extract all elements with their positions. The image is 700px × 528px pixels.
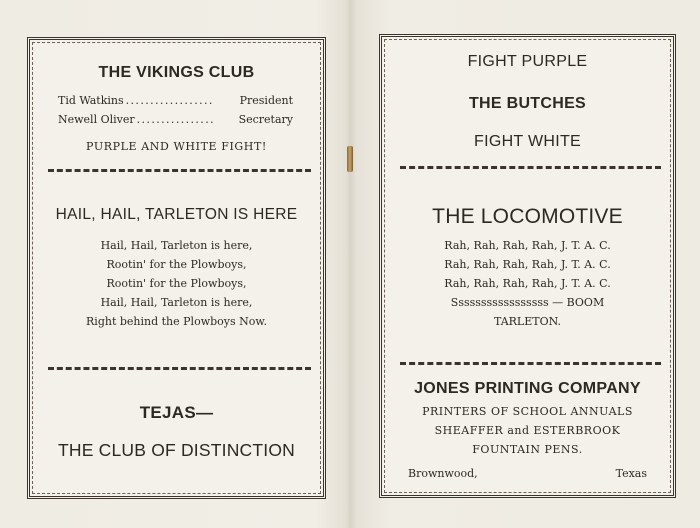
song-title: HAIL, HAIL, TARLETON IS HERE <box>55 206 298 223</box>
officer-role: President <box>239 94 293 107</box>
club-motto: PURPLE AND WHITE FIGHT! <box>86 140 267 153</box>
right-page-frame <box>379 34 676 498</box>
officer-name: Newell Oliver <box>58 113 135 126</box>
cheer-line: Sssssssssssssssss — BOOM <box>450 296 605 309</box>
cheer-the-butches: THE BUTCHES <box>468 95 587 112</box>
cheer-fight-white: FIGHT WHITE <box>474 133 581 150</box>
ad-line-annuals: PRINTERS OF SCHOOL ANNUALS <box>422 405 633 418</box>
ad-line-pens-brands: SHEAFFER and ESTERBROOK <box>434 424 621 437</box>
left-page-frame <box>27 37 326 499</box>
section-divider <box>400 166 661 169</box>
cheer-line: Rah, Rah, Rah, Rah, J. T. A. C. <box>444 277 611 290</box>
leader-dots: ................ <box>136 113 215 126</box>
section-divider <box>400 362 661 365</box>
tejas-title: TEJAS— <box>139 403 214 422</box>
ad-line-fountain-pens: FOUNTAIN PENS. <box>472 443 583 456</box>
song-lyrics <box>30 236 323 331</box>
cheer-line: Rah, Rah, Rah, Rah, J. T. A. C. <box>444 258 611 271</box>
cheer-fight-purple: FIGHT PURPLE <box>467 53 588 70</box>
officer-name: Tid Watkins <box>58 94 124 107</box>
officer-row-secretary <box>58 113 293 126</box>
leader-dots: .................. <box>125 94 214 107</box>
ad-city: Brownwood, <box>408 467 478 480</box>
ad-company-name: JONES PRINTING COMPANY <box>414 380 641 397</box>
right-page <box>350 0 700 528</box>
officer-role: Secretary <box>238 113 293 126</box>
vikings-club-title: THE VIKINGS CLUB <box>98 64 255 81</box>
lyric-line: Right behind the Plowboys Now. <box>86 315 267 328</box>
ad-location <box>408 467 647 480</box>
lyric-line: Hail, Hail, Tarleton is here, <box>100 239 253 252</box>
cheer-line: Rah, Rah, Rah, Rah, J. T. A. C. <box>444 239 611 252</box>
cheer-line: TARLETON. <box>493 315 562 328</box>
ad-state: Texas <box>615 467 647 480</box>
locomotive-lines <box>382 236 673 331</box>
tejas-subtitle: THE CLUB OF DISTINCTION <box>58 440 295 460</box>
section-divider <box>48 367 311 370</box>
section-divider <box>48 169 311 172</box>
officer-row-president <box>58 94 293 107</box>
lyric-line: Rootin' for the Plowboys, <box>106 277 247 290</box>
locomotive-title: THE LOCOMOTIVE <box>432 205 623 228</box>
lyric-line: Rootin' for the Plowboys, <box>106 258 247 271</box>
lyric-line: Hail, Hail, Tarleton is here, <box>100 296 253 309</box>
